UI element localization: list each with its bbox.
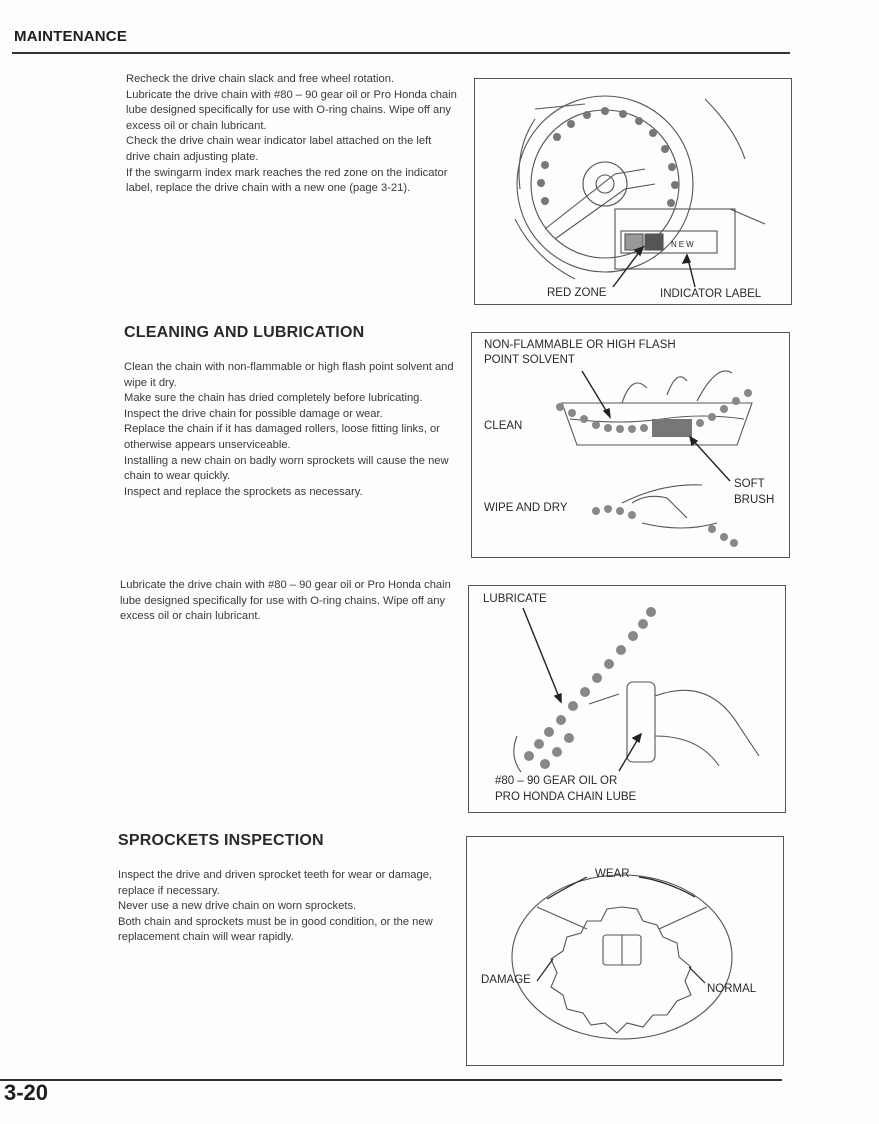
footer-rule [0,1079,782,1081]
cleaning-paragraph-2: Make sure the chain has dried completely before lubricating. [124,392,423,405]
cleaning-paragraph-4: Replace the chain if it has damaged rollers, loose fitting links, or otherwise appears unserviceable. [124,423,440,451]
section-header: MAINTENANCE [14,28,128,45]
soft-label: SOFT [734,478,765,490]
damage-label: DAMAGE [481,974,531,986]
intro-paragraph-2: Lubricate the drive chain with #80 – 90 gear oil or Pro Honda chain lube designed specifically for use with O-ring chains. Wipe off any excess oil or chain lubricant. [126,88,457,132]
cleaning-paragraph-1: Clean the chain with non-flammable or high flash point solvent and wipe it dry. [124,361,454,389]
lube-text [120,578,454,625]
sprockets-paragraph-3: Both chain and sprockets must be in good condition, or the new replacement chain will wear rapidly. [118,915,433,944]
lube-paragraph: Lubricate the drive chain with #80 – 90 gear oil or Pro Honda chain lube designed specifically for use with O-ring chains. Wipe off any excess oil or chain lubricant. [120,579,451,623]
cleaning-paragraph-3: Inspect the drive chain for possible damage or wear. [124,407,383,420]
sprockets-text [118,868,452,946]
wear-indicator-figure [474,78,792,305]
red-zone-label: RED ZONE [547,287,607,299]
gear-oil-label-line-1: #80 – 90 GEAR OIL OR [495,775,618,787]
page-number: 3-20 [4,1080,49,1105]
cleaning-section-title: CLEANING AND LUBRICATION [124,324,365,341]
lubricate-label: LUBRICATE [483,593,547,605]
intro-paragraph-1: Recheck the drive chain slack and free wheel rotation. [126,73,395,85]
wear-indicator-illustration [475,79,791,304]
lubricate-figure [468,585,786,813]
gear-oil-label-line-2: PRO HONDA CHAIN LUBE [495,791,637,803]
solvent-label-line-2: POINT SOLVENT [484,354,575,366]
sprocket-figure [466,836,784,1066]
indicator-label-label: INDICATOR LABEL [660,288,762,300]
header-rule [12,52,790,54]
intro-text [126,72,458,197]
cleaning-figure [471,332,790,558]
cleaning-text [124,360,456,500]
cleaning-paragraph-6: Inspect and replace the sprockets as necessary. [124,485,363,498]
wear-label: WEAR [595,868,630,880]
sprockets-paragraph-2: Never use a new drive chain on worn sprockets. [118,900,357,913]
wipe-and-dry-label: WIPE AND DRY [484,502,568,514]
normal-label: NORMAL [707,983,757,995]
new-tag-label: NEW [671,240,696,249]
sprockets-paragraph-1: Inspect the drive and driven sprocket teeth for wear or damage, replace if necessary. [118,869,433,897]
intro-paragraph-4: If the swingarm index mark reaches the red zone on the indicator label, replace the drive chain with a new one (page 3-21). [126,166,448,195]
clean-label: CLEAN [484,420,523,432]
brush-label: BRUSH [734,494,775,506]
cleaning-paragraph-5: Installing a new chain on badly worn sprockets will cause the new chain to wear quickly. [124,454,449,483]
solvent-label-line-1: NON-FLAMMABLE OR HIGH FLASH [484,339,676,351]
intro-paragraph-3: Check the drive chain wear indicator label attached on the left drive chain adjusting plate. [126,135,432,163]
sprockets-section-title: SPROCKETS INSPECTION [118,832,324,849]
